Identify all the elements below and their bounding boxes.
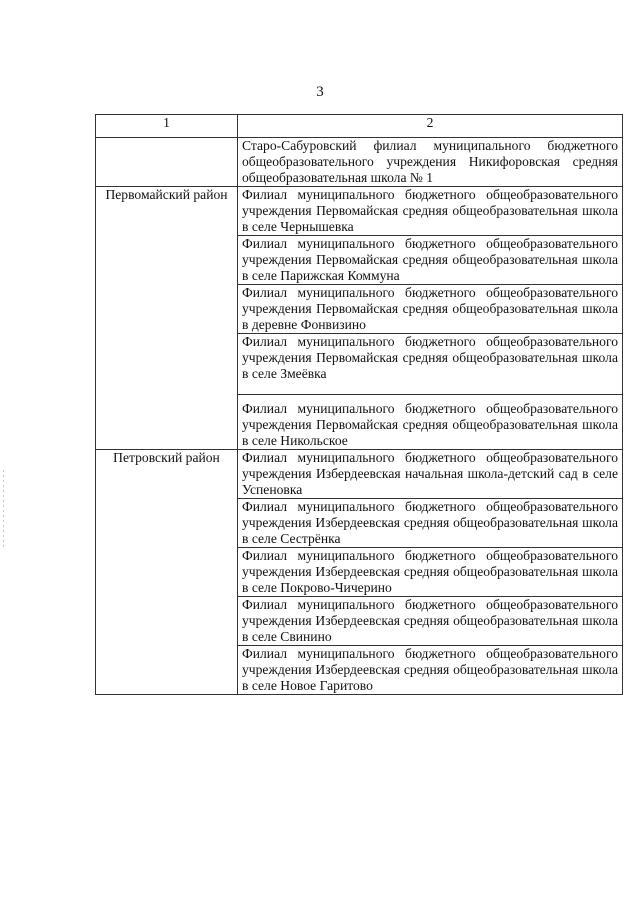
institution-cell: Филиал муниципального бюджетного общеобразовательного учреждения Первомайская средняя общеобразовательная школа в селе Чернышевка bbox=[238, 187, 623, 236]
branch-table bbox=[95, 114, 623, 695]
table-row bbox=[96, 450, 623, 499]
institution-cell: Филиал муниципального бюджетного общеобразовательного учреждения Избердеевская средняя общеобразовательная школа в селе Новое Гаритово bbox=[238, 646, 623, 695]
institution-cell: Филиал муниципального бюджетного общеобразовательного учреждения Первомайская средняя общеобразовательная школа в деревне Фонвизино bbox=[238, 285, 623, 334]
district-cell-continued bbox=[96, 138, 238, 187]
table-header-row bbox=[96, 115, 623, 138]
table-row bbox=[96, 138, 623, 187]
institution-cell: Филиал муниципального бюджетного общеобразовательного учреждения Первомайская средняя общеобразовательная школа в селе Никольское bbox=[238, 395, 623, 450]
institution-cell: Филиал муниципального бюджетного общеобразовательного учреждения Первомайская средняя общеобразовательная школа в селе Змеёвка bbox=[238, 334, 623, 395]
district-cell-pervomaisky: Первомайский район bbox=[96, 187, 238, 450]
institution-cell: Филиал муниципального бюджетного общеобразовательного учреждения Избердеевская средняя общеобразовательная школа в селе Свинино bbox=[238, 597, 623, 646]
column-1-header: 1 bbox=[96, 115, 238, 138]
district-cell-petrovsky: Петровский район bbox=[96, 450, 238, 695]
institution-cell: Филиал муниципального бюджетного общеобразовательного учреждения Избердеевская начальная школа-детский сад в селе Успеновка bbox=[238, 450, 623, 499]
scan-edge-mark bbox=[3, 470, 4, 550]
institution-cell: Филиал муниципального бюджетного общеобразовательного учреждения Избердеевская средняя общеобразовательная школа в селе Покрово-Чичерино bbox=[238, 548, 623, 597]
page-number: 3 bbox=[316, 84, 324, 100]
column-2-header: 2 bbox=[238, 115, 623, 138]
institution-cell: Старо-Сабуровский филиал муниципального бюджетного общеобразовательного учреждения Никифоровская средняя общеобразовательная школа № 1 bbox=[238, 138, 623, 187]
table-row bbox=[96, 187, 623, 236]
institution-cell: Филиал муниципального бюджетного общеобразовательного учреждения Избердеевская средняя общеобразовательная школа в селе Сестрёнка bbox=[238, 499, 623, 548]
institution-cell: Филиал муниципального бюджетного общеобразовательного учреждения Первомайская средняя общеобразовательная школа в селе Парижская Коммуна bbox=[238, 236, 623, 285]
